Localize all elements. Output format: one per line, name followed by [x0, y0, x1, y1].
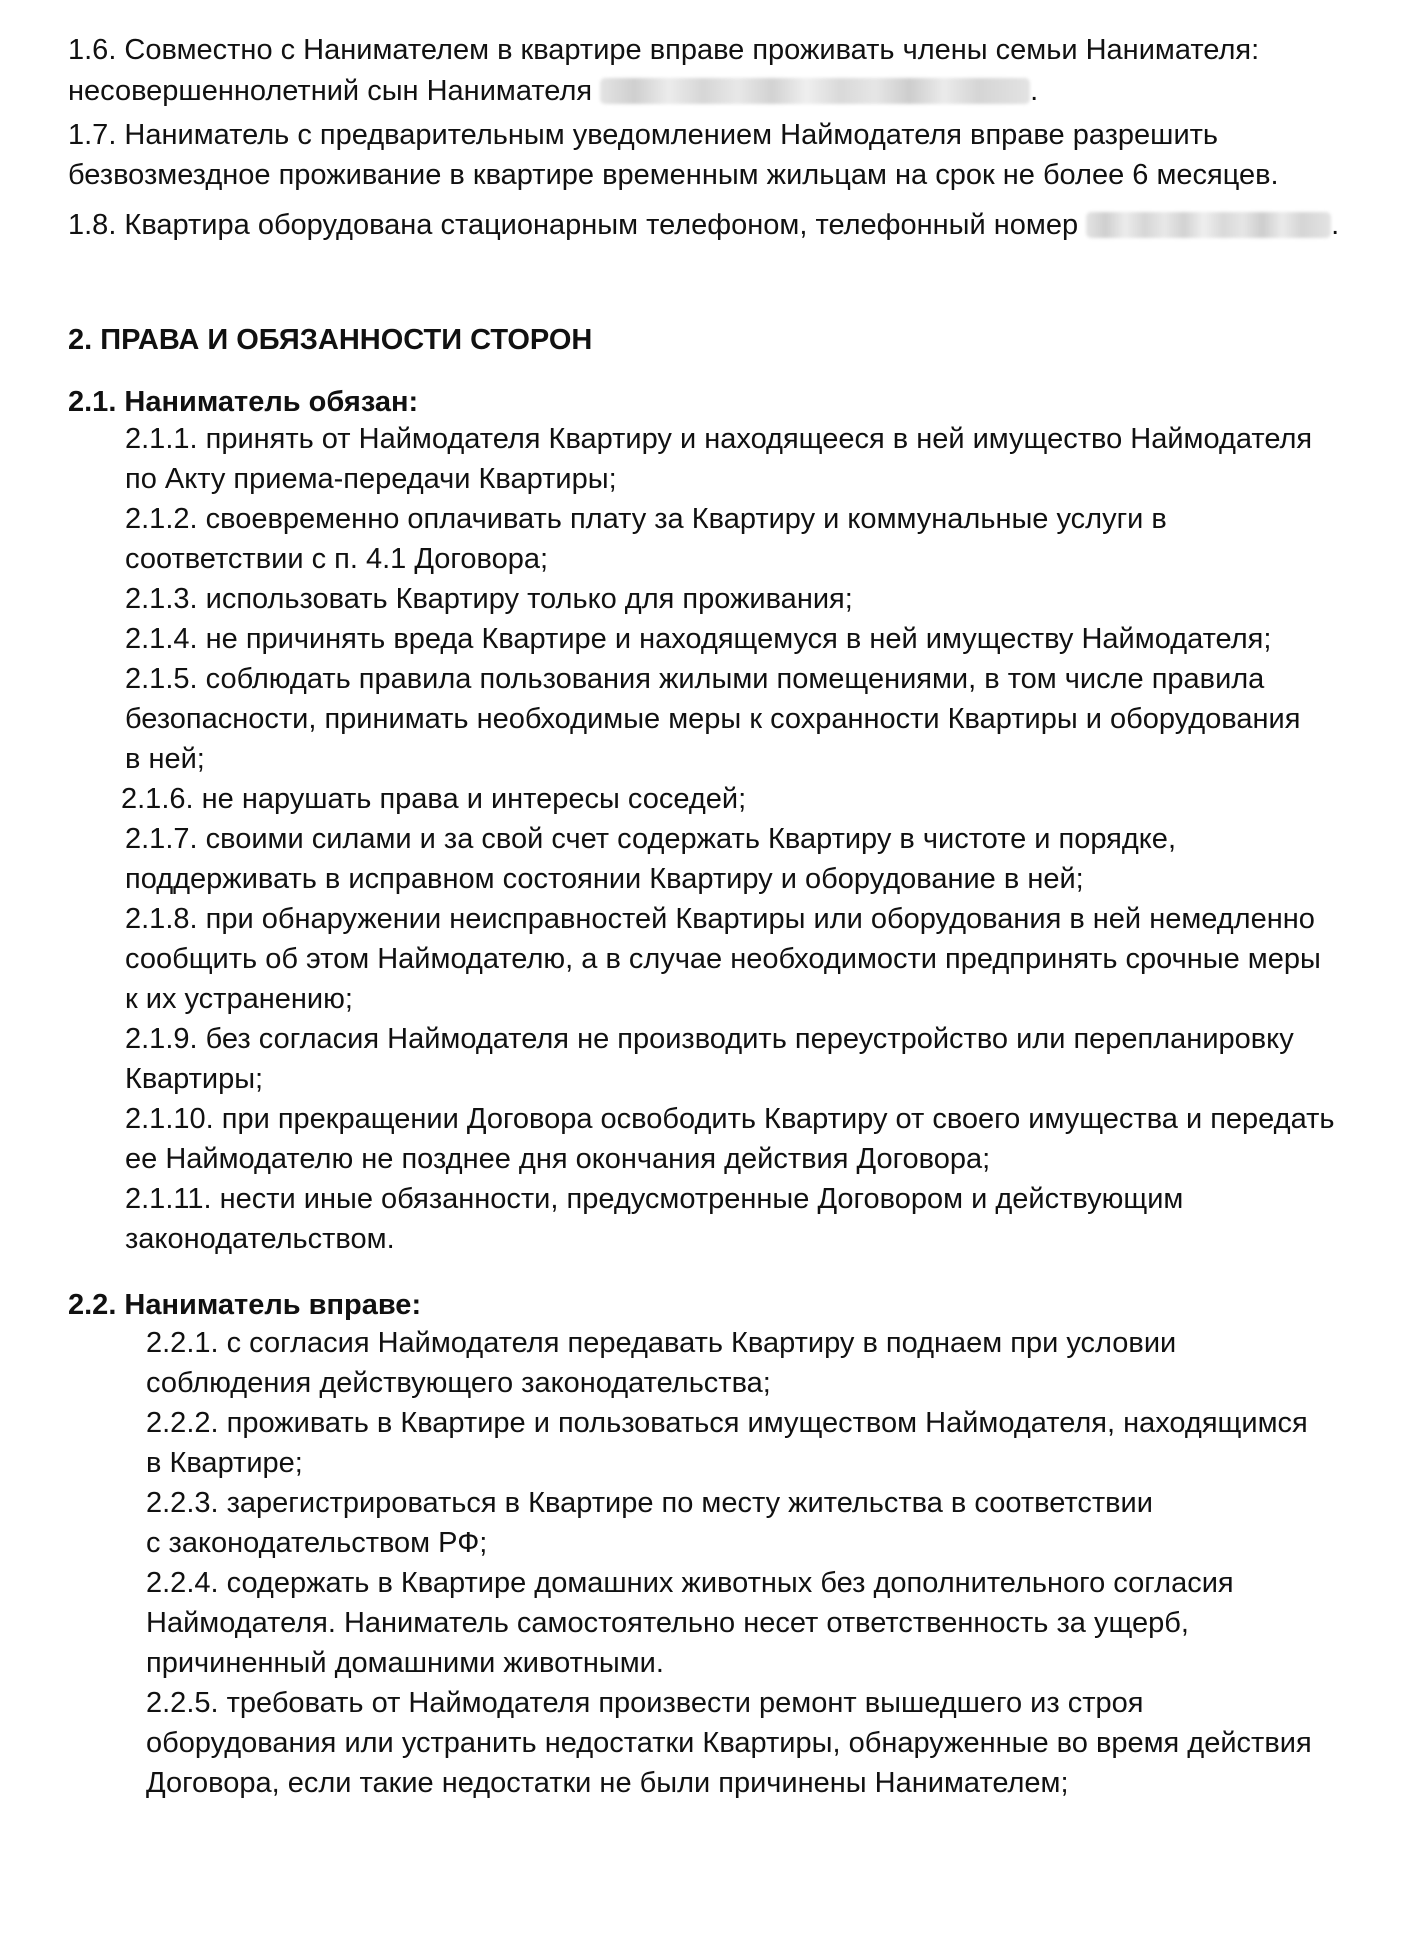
list-line: 2.1.8. при обнаружении неисправностей Квартиры или оборудования в ней немедленно — [125, 903, 1315, 935]
list-line: 2.1.3. использовать Квартиру только для проживания; — [125, 583, 853, 615]
clause-1-6-text: несовершеннолетний сын Нанимателя — [68, 75, 593, 107]
list-line: с законодательством РФ; — [146, 1527, 488, 1559]
list-line: причиненный домашними животными. — [146, 1647, 664, 1679]
redacted-name — [600, 78, 1030, 104]
list-line: безопасности, принимать необходимые меры к сохранности Квартиры и оборудования — [125, 703, 1301, 735]
clause-1-8-period: . — [1331, 209, 1340, 241]
clause-1-6-line-2 — [68, 71, 1038, 111]
list-line: в ней; — [125, 743, 205, 775]
clause-1-8 — [68, 205, 1339, 245]
section-2-title: 2. ПРАВА И ОБЯЗАННОСТИ СТОРОН — [68, 324, 593, 356]
redacted-phone-number — [1086, 212, 1331, 238]
list-line: 2.2.5. требовать от Наймодателя произвести ремонт вышедшего из строя — [146, 1687, 1144, 1719]
clause-1-8-text: 1.8. Квартира оборудована стационарным телефоном, телефонный номер — [68, 209, 1079, 241]
list-line: поддерживать в исправном состоянии Квартиру и оборудование в ней; — [125, 863, 1084, 895]
list-line: 2.2.3. зарегистрироваться в Квартире по месту жительства в соответствии — [146, 1487, 1153, 1519]
clause-1-7-line-2: безвозмездное проживание в квартире временным жильцам на срок не более 6 месяцев. — [68, 159, 1279, 191]
clause-1-7-line-1: 1.7. Наниматель с предварительным уведомлением Наймодателя вправе разрешить — [68, 119, 1219, 151]
subsection-2-2-title: 2.2. Наниматель вправе: — [68, 1289, 422, 1321]
list-line: по Акту приема-передачи Квартиры; — [125, 463, 617, 495]
list-line: 2.1.7. своими силами и за свой счет содержать Квартиру в чистоте и порядке, — [125, 823, 1176, 855]
list-line: 2.1.6. не нарушать права и интересы соседей; — [121, 783, 747, 815]
clause-1-6-line-1: 1.6. Совместно с Нанимателем в квартире вправе проживать члены семьи Нанимателя: — [68, 34, 1260, 66]
list-line: Квартиры; — [125, 1063, 264, 1095]
list-line: 2.2.2. проживать в Квартире и пользоваться имуществом Наймодателя, находящимся — [146, 1407, 1308, 1439]
list-line: 2.1.10. при прекращении Договора освободить Квартиру от своего имущества и передать — [125, 1103, 1335, 1135]
list-line: ее Наймодателю не позднее дня окончания действия Договора; — [125, 1143, 991, 1175]
subsection-2-1-title: 2.1. Наниматель обязан: — [68, 386, 419, 418]
list-line: 2.2.1. с согласия Наймодателя передавать Квартиру в поднаем при условии — [146, 1327, 1177, 1359]
list-line: 2.1.4. не причинять вреда Квартире и находящемуся в ней имуществу Наймодателя; — [125, 623, 1272, 655]
list-line: 2.1.1. принять от Наймодателя Квартиру и находящееся в ней имущество Наймодателя — [125, 423, 1313, 455]
list-line: к их устранению; — [125, 983, 353, 1015]
list-line: Договора, если такие недостатки не были причинены Нанимателем; — [146, 1767, 1069, 1799]
list-line: законодательством. — [125, 1223, 395, 1255]
list-line: сообщить об этом Наймодателю, а в случае необходимости предпринять срочные меры — [125, 943, 1321, 975]
list-line: в Квартире; — [146, 1447, 303, 1479]
list-line: 2.2.4. содержать в Квартире домашних животных без дополнительного согласия — [146, 1567, 1234, 1599]
list-line: 2.1.2. своевременно оплачивать плату за Квартиру и коммунальные услуги в — [125, 503, 1167, 535]
list-line: Наймодателя. Наниматель самостоятельно несет ответственность за ущерб, — [146, 1607, 1189, 1639]
list-line: 2.1.5. соблюдать правила пользования жилыми помещениями, в том числе правила — [125, 663, 1265, 695]
list-line: оборудования или устранить недостатки Квартиры, обнаруженные во время действия — [146, 1727, 1312, 1759]
list-line: 2.1.9. без согласия Наймодателя не производить переустройство или перепланировку — [125, 1023, 1294, 1055]
list-line: 2.1.11. нести иные обязанности, предусмотренные Договором и действующим — [125, 1183, 1184, 1215]
list-line: соответствии с п. 4.1 Договора; — [125, 543, 549, 575]
list-line: соблюдения действующего законодательства; — [146, 1367, 771, 1399]
clause-1-6-period: . — [1030, 75, 1039, 107]
